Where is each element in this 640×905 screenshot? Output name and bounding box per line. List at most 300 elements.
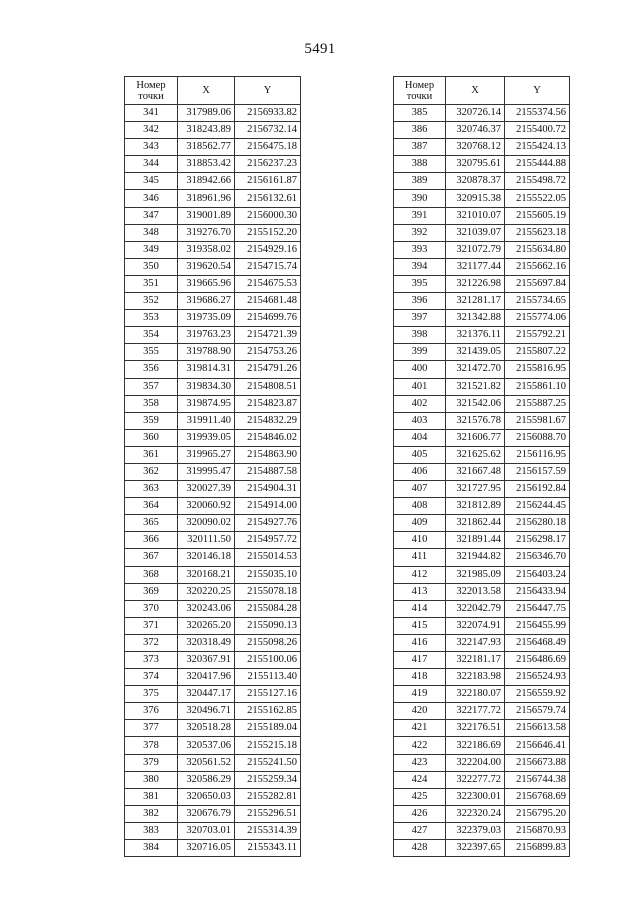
point-number-cell: 376 xyxy=(125,703,178,720)
table-row xyxy=(125,429,301,446)
x-coordinate-cell: 322204.00 xyxy=(446,754,505,771)
x-coordinate-cell: 320265.20 xyxy=(178,617,235,634)
point-number-cell: 350 xyxy=(125,258,178,275)
table-row xyxy=(394,549,570,566)
table-row xyxy=(125,481,301,498)
x-coordinate-cell: 321542.06 xyxy=(446,395,505,412)
table-row xyxy=(394,754,570,771)
x-coordinate-cell: 322074.91 xyxy=(446,617,505,634)
table-row xyxy=(394,720,570,737)
point-number-cell: 356 xyxy=(125,361,178,378)
table-row xyxy=(125,156,301,173)
point-number-cell: 360 xyxy=(125,429,178,446)
point-number-cell: 407 xyxy=(394,481,446,498)
table-row xyxy=(125,463,301,480)
x-coordinate-cell: 322147.93 xyxy=(446,634,505,651)
x-coordinate-cell: 321010.07 xyxy=(446,207,505,224)
y-coordinate-cell: 2155792.21 xyxy=(505,327,570,344)
point-number-cell: 373 xyxy=(125,652,178,669)
table-row xyxy=(394,412,570,429)
table-row xyxy=(394,105,570,122)
table-row xyxy=(125,532,301,549)
point-number-cell: 400 xyxy=(394,361,446,378)
x-coordinate-cell: 322320.24 xyxy=(446,805,505,822)
y-coordinate-cell: 2155343.11 xyxy=(235,840,301,857)
table-row xyxy=(394,583,570,600)
x-coordinate-cell: 319358.02 xyxy=(178,241,235,258)
table-row xyxy=(125,549,301,566)
table-row xyxy=(394,258,570,275)
x-coordinate-cell: 322277.72 xyxy=(446,771,505,788)
y-coordinate-cell: 2154791.26 xyxy=(235,361,301,378)
y-coordinate-cell: 2155522.05 xyxy=(505,190,570,207)
y-coordinate-cell: 2156403.24 xyxy=(505,566,570,583)
x-coordinate-cell: 322176.51 xyxy=(446,720,505,737)
y-coordinate-cell: 2156132.61 xyxy=(235,190,301,207)
y-coordinate-cell: 2156161.87 xyxy=(235,173,301,190)
point-number-cell: 387 xyxy=(394,139,446,156)
x-coordinate-cell: 322181.17 xyxy=(446,652,505,669)
y-header: Y xyxy=(235,77,301,105)
x-coordinate-cell: 321376.11 xyxy=(446,327,505,344)
table-row xyxy=(125,446,301,463)
x-coordinate-cell: 319788.90 xyxy=(178,344,235,361)
table-row xyxy=(125,258,301,275)
table-row xyxy=(394,481,570,498)
table-row xyxy=(125,241,301,258)
x-coordinate-cell: 319939.05 xyxy=(178,429,235,446)
point-number-cell: 396 xyxy=(394,293,446,310)
table-row xyxy=(125,669,301,686)
x-coordinate-cell: 320168.21 xyxy=(178,566,235,583)
table-header-row xyxy=(394,77,570,105)
x-coordinate-cell: 322397.65 xyxy=(446,840,505,857)
table-row xyxy=(394,686,570,703)
x-coordinate-cell: 318562.77 xyxy=(178,139,235,156)
table-row xyxy=(394,600,570,617)
y-coordinate-cell: 2156579.74 xyxy=(505,703,570,720)
x-coordinate-cell: 322186.69 xyxy=(446,737,505,754)
point-number-cell: 389 xyxy=(394,173,446,190)
y-coordinate-cell: 2155662.16 xyxy=(505,258,570,275)
table-row xyxy=(125,720,301,737)
y-coordinate-cell: 2155774.06 xyxy=(505,310,570,327)
point-number-cell: 425 xyxy=(394,788,446,805)
table-row xyxy=(125,105,301,122)
y-coordinate-cell: 2154832.29 xyxy=(235,412,301,429)
point-number-cell: 412 xyxy=(394,566,446,583)
x-coordinate-cell: 319276.70 xyxy=(178,224,235,241)
y-coordinate-cell: 2154715.74 xyxy=(235,258,301,275)
y-coordinate-cell: 2155734.65 xyxy=(505,293,570,310)
x-coordinate-cell: 320496.71 xyxy=(178,703,235,720)
y-coordinate-cell: 2154887.58 xyxy=(235,463,301,480)
point-number-cell: 428 xyxy=(394,840,446,857)
table-row xyxy=(394,275,570,292)
y-coordinate-cell: 2156346.70 xyxy=(505,549,570,566)
table-row xyxy=(125,600,301,617)
table-row xyxy=(125,395,301,412)
x-coordinate-cell: 320243.06 xyxy=(178,600,235,617)
point-number-cell: 416 xyxy=(394,634,446,651)
point-number-cell: 369 xyxy=(125,583,178,600)
x-coordinate-cell: 321576.78 xyxy=(446,412,505,429)
y-coordinate-cell: 2156433.94 xyxy=(505,583,570,600)
point-number-cell: 365 xyxy=(125,515,178,532)
y-coordinate-cell: 2155296.51 xyxy=(235,805,301,822)
point-number-cell: 404 xyxy=(394,429,446,446)
table-row xyxy=(125,686,301,703)
y-coordinate-cell: 2156870.93 xyxy=(505,822,570,839)
table-row xyxy=(394,139,570,156)
point-number-cell: 409 xyxy=(394,515,446,532)
point-number-cell: 361 xyxy=(125,446,178,463)
point-number-cell: 362 xyxy=(125,463,178,480)
point-number-cell: 388 xyxy=(394,156,446,173)
table-row xyxy=(394,805,570,822)
table-row xyxy=(394,822,570,839)
point-number-cell: 393 xyxy=(394,241,446,258)
table-body-right xyxy=(394,105,570,857)
y-coordinate-cell: 2155189.04 xyxy=(235,720,301,737)
x-coordinate-cell: 320447.17 xyxy=(178,686,235,703)
table-row xyxy=(394,156,570,173)
x-coordinate-cell: 319686.27 xyxy=(178,293,235,310)
x-coordinate-cell: 321439.05 xyxy=(446,344,505,361)
x-coordinate-cell: 322300.01 xyxy=(446,788,505,805)
x-coordinate-cell: 320561.52 xyxy=(178,754,235,771)
y-coordinate-cell: 2156933.82 xyxy=(235,105,301,122)
table-row xyxy=(394,652,570,669)
y-coordinate-cell: 2155127.16 xyxy=(235,686,301,703)
point-number-cell: 344 xyxy=(125,156,178,173)
x-coordinate-cell: 319001.89 xyxy=(178,207,235,224)
point-number-cell: 422 xyxy=(394,737,446,754)
point-number-cell: 380 xyxy=(125,771,178,788)
point-number-cell: 394 xyxy=(394,258,446,275)
x-coordinate-cell: 321521.82 xyxy=(446,378,505,395)
y-coordinate-cell: 2155100.06 xyxy=(235,652,301,669)
point-number-cell: 403 xyxy=(394,412,446,429)
point-number-cell: 417 xyxy=(394,652,446,669)
y-coordinate-cell: 2155241.50 xyxy=(235,754,301,771)
table-row xyxy=(394,703,570,720)
table-row xyxy=(125,361,301,378)
x-coordinate-cell: 319665.96 xyxy=(178,275,235,292)
table-row xyxy=(125,327,301,344)
y-coordinate-cell: 2155816.95 xyxy=(505,361,570,378)
x-coordinate-cell: 322042.79 xyxy=(446,600,505,617)
point-number-cell: 411 xyxy=(394,549,446,566)
y-coordinate-cell: 2154846.02 xyxy=(235,429,301,446)
x-coordinate-cell: 320915.38 xyxy=(446,190,505,207)
x-coordinate-cell: 320146.18 xyxy=(178,549,235,566)
point-number-cell: 353 xyxy=(125,310,178,327)
table-row xyxy=(125,771,301,788)
point-number-cell: 399 xyxy=(394,344,446,361)
point-header-line1: Номер xyxy=(136,79,166,91)
x-coordinate-cell: 321342.88 xyxy=(446,310,505,327)
point-number-cell: 384 xyxy=(125,840,178,857)
y-coordinate-cell: 2156559.92 xyxy=(505,686,570,703)
point-number-cell: 377 xyxy=(125,720,178,737)
table-row xyxy=(125,190,301,207)
table-row xyxy=(125,583,301,600)
x-coordinate-cell: 320220.25 xyxy=(178,583,235,600)
y-coordinate-cell: 2154753.26 xyxy=(235,344,301,361)
point-number-cell: 402 xyxy=(394,395,446,412)
point-number-cell: 408 xyxy=(394,498,446,515)
x-coordinate-cell: 318243.89 xyxy=(178,122,235,139)
y-coordinate-cell: 2155014.53 xyxy=(235,549,301,566)
point-number-cell: 385 xyxy=(394,105,446,122)
y-coordinate-cell: 2155090.13 xyxy=(235,617,301,634)
table-row xyxy=(394,515,570,532)
y-coordinate-cell: 2155400.72 xyxy=(505,122,570,139)
point-number-cell: 342 xyxy=(125,122,178,139)
x-coordinate-cell: 321226.98 xyxy=(446,275,505,292)
x-coordinate-cell: 321985.09 xyxy=(446,566,505,583)
x-coordinate-cell: 320726.14 xyxy=(446,105,505,122)
table-row xyxy=(394,241,570,258)
table-row xyxy=(125,139,301,156)
table-row xyxy=(125,754,301,771)
table-row xyxy=(394,310,570,327)
x-coordinate-cell: 320768.12 xyxy=(446,139,505,156)
y-coordinate-cell: 2155282.81 xyxy=(235,788,301,805)
x-coordinate-cell: 320027.39 xyxy=(178,481,235,498)
y-coordinate-cell: 2155981.67 xyxy=(505,412,570,429)
point-number-cell: 371 xyxy=(125,617,178,634)
point-number-cell: 351 xyxy=(125,275,178,292)
x-coordinate-cell: 321944.82 xyxy=(446,549,505,566)
point-number-cell: 343 xyxy=(125,139,178,156)
x-header: X xyxy=(178,77,235,105)
point-number-cell: 347 xyxy=(125,207,178,224)
x-coordinate-cell: 319995.47 xyxy=(178,463,235,480)
point-number-cell: 352 xyxy=(125,293,178,310)
point-number-cell: 420 xyxy=(394,703,446,720)
point-header-line2: точки xyxy=(138,90,164,102)
y-coordinate-cell: 2155162.85 xyxy=(235,703,301,720)
point-number-cell: 349 xyxy=(125,241,178,258)
table-row xyxy=(125,498,301,515)
x-coordinate-cell: 321606.77 xyxy=(446,429,505,446)
table-row xyxy=(394,463,570,480)
table-row xyxy=(394,122,570,139)
x-coordinate-cell: 320518.28 xyxy=(178,720,235,737)
x-coordinate-cell: 321072.79 xyxy=(446,241,505,258)
y-coordinate-cell: 2154929.16 xyxy=(235,241,301,258)
point-number-cell: 375 xyxy=(125,686,178,703)
y-coordinate-cell: 2155314.39 xyxy=(235,822,301,839)
table-row xyxy=(394,737,570,754)
table-row xyxy=(125,566,301,583)
y-coordinate-cell: 2156486.69 xyxy=(505,652,570,669)
table-row xyxy=(394,207,570,224)
y-coordinate-cell: 2155498.72 xyxy=(505,173,570,190)
y-coordinate-cell: 2155444.88 xyxy=(505,156,570,173)
y-coordinate-cell: 2155887.25 xyxy=(505,395,570,412)
x-coordinate-cell: 321177.44 xyxy=(446,258,505,275)
y-coordinate-cell: 2155113.40 xyxy=(235,669,301,686)
x-coordinate-cell: 322379.03 xyxy=(446,822,505,839)
table-row xyxy=(125,652,301,669)
y-coordinate-cell: 2155634.80 xyxy=(505,241,570,258)
y-coordinate-cell: 2155215.18 xyxy=(235,737,301,754)
y-coordinate-cell: 2154699.76 xyxy=(235,310,301,327)
x-coordinate-cell: 321281.17 xyxy=(446,293,505,310)
point-number-cell: 346 xyxy=(125,190,178,207)
y-coordinate-cell: 2156280.18 xyxy=(505,515,570,532)
y-coordinate-cell: 2156244.45 xyxy=(505,498,570,515)
y-coordinate-cell: 2155098.26 xyxy=(235,634,301,651)
point-number-cell: 426 xyxy=(394,805,446,822)
table-row xyxy=(394,361,570,378)
y-coordinate-cell: 2156732.14 xyxy=(235,122,301,139)
point-number-cell: 410 xyxy=(394,532,446,549)
y-coordinate-cell: 2155078.18 xyxy=(235,583,301,600)
table-row xyxy=(125,840,301,857)
table-row xyxy=(125,173,301,190)
table-row xyxy=(125,617,301,634)
table-row xyxy=(125,737,301,754)
table-row xyxy=(394,771,570,788)
y-coordinate-cell: 2156298.17 xyxy=(505,532,570,549)
y-coordinate-cell: 2156455.99 xyxy=(505,617,570,634)
x-coordinate-cell: 320060.92 xyxy=(178,498,235,515)
y-coordinate-cell: 2154823.87 xyxy=(235,395,301,412)
point-number-cell: 390 xyxy=(394,190,446,207)
y-coordinate-cell: 2155697.84 xyxy=(505,275,570,292)
y-coordinate-cell: 2154721.39 xyxy=(235,327,301,344)
x-coordinate-cell: 320795.61 xyxy=(446,156,505,173)
x-coordinate-cell: 322180.07 xyxy=(446,686,505,703)
table-row xyxy=(394,173,570,190)
y-coordinate-cell: 2156088.70 xyxy=(505,429,570,446)
table-row xyxy=(394,429,570,446)
x-coordinate-cell: 320650.03 xyxy=(178,788,235,805)
point-number-cell: 378 xyxy=(125,737,178,754)
table-row xyxy=(394,617,570,634)
table-row xyxy=(394,293,570,310)
y-coordinate-cell: 2156899.83 xyxy=(505,840,570,857)
x-coordinate-cell: 319735.09 xyxy=(178,310,235,327)
point-number-cell: 372 xyxy=(125,634,178,651)
x-coordinate-cell: 320090.02 xyxy=(178,515,235,532)
point-number-cell: 398 xyxy=(394,327,446,344)
y-coordinate-cell: 2155259.34 xyxy=(235,771,301,788)
coordinates-table-left xyxy=(124,76,301,857)
y-coordinate-cell: 2155374.56 xyxy=(505,105,570,122)
point-number-header xyxy=(394,77,446,105)
point-number-cell: 379 xyxy=(125,754,178,771)
x-coordinate-cell: 318853.42 xyxy=(178,156,235,173)
point-number-cell: 370 xyxy=(125,600,178,617)
point-number-cell: 374 xyxy=(125,669,178,686)
y-coordinate-cell: 2155084.28 xyxy=(235,600,301,617)
y-coordinate-cell: 2156646.41 xyxy=(505,737,570,754)
y-coordinate-cell: 2156157.59 xyxy=(505,463,570,480)
x-coordinate-cell: 318942.66 xyxy=(178,173,235,190)
table-row xyxy=(394,190,570,207)
y-coordinate-cell: 2156795.20 xyxy=(505,805,570,822)
x-coordinate-cell: 321727.95 xyxy=(446,481,505,498)
table-row xyxy=(394,378,570,395)
point-number-cell: 415 xyxy=(394,617,446,634)
y-coordinate-cell: 2156192.84 xyxy=(505,481,570,498)
x-coordinate-cell: 319911.40 xyxy=(178,412,235,429)
table-row xyxy=(125,344,301,361)
point-number-cell: 391 xyxy=(394,207,446,224)
y-coordinate-cell: 2155861.10 xyxy=(505,378,570,395)
y-coordinate-cell: 2154957.72 xyxy=(235,532,301,549)
x-coordinate-cell: 321667.48 xyxy=(446,463,505,480)
table-row xyxy=(394,327,570,344)
y-coordinate-cell: 2156673.88 xyxy=(505,754,570,771)
point-number-cell: 386 xyxy=(394,122,446,139)
point-number-cell: 414 xyxy=(394,600,446,617)
x-coordinate-cell: 321472.70 xyxy=(446,361,505,378)
point-number-cell: 397 xyxy=(394,310,446,327)
x-coordinate-cell: 322177.72 xyxy=(446,703,505,720)
x-coordinate-cell: 321891.44 xyxy=(446,532,505,549)
point-number-cell: 366 xyxy=(125,532,178,549)
x-coordinate-cell: 319965.27 xyxy=(178,446,235,463)
table-row xyxy=(394,788,570,805)
y-coordinate-cell: 2155152.20 xyxy=(235,224,301,241)
table-row xyxy=(394,634,570,651)
table-row xyxy=(125,788,301,805)
table-row xyxy=(394,566,570,583)
x-coordinate-cell: 320878.37 xyxy=(446,173,505,190)
point-number-cell: 359 xyxy=(125,412,178,429)
y-coordinate-cell: 2156116.95 xyxy=(505,446,570,463)
point-number-cell: 421 xyxy=(394,720,446,737)
x-coordinate-cell: 320537.06 xyxy=(178,737,235,754)
coordinates-table-right xyxy=(393,76,570,857)
y-coordinate-cell: 2156000.30 xyxy=(235,207,301,224)
point-number-header xyxy=(125,77,178,105)
point-number-cell: 364 xyxy=(125,498,178,515)
y-coordinate-cell: 2154808.51 xyxy=(235,378,301,395)
y-coordinate-cell: 2154863.90 xyxy=(235,446,301,463)
table-row xyxy=(394,532,570,549)
table-row xyxy=(394,669,570,686)
x-coordinate-cell: 320367.91 xyxy=(178,652,235,669)
x-header: X xyxy=(446,77,505,105)
y-coordinate-cell: 2154927.76 xyxy=(235,515,301,532)
point-number-cell: 367 xyxy=(125,549,178,566)
y-coordinate-cell: 2156524.93 xyxy=(505,669,570,686)
x-coordinate-cell: 320746.37 xyxy=(446,122,505,139)
table-row xyxy=(125,805,301,822)
y-coordinate-cell: 2154914.00 xyxy=(235,498,301,515)
y-coordinate-cell: 2156613.58 xyxy=(505,720,570,737)
point-number-cell: 419 xyxy=(394,686,446,703)
y-coordinate-cell: 2154681.48 xyxy=(235,293,301,310)
point-number-cell: 395 xyxy=(394,275,446,292)
table-row xyxy=(394,344,570,361)
point-header-line1: Номер xyxy=(404,79,435,91)
point-number-cell: 382 xyxy=(125,805,178,822)
table-row xyxy=(125,275,301,292)
x-coordinate-cell: 319763.23 xyxy=(178,327,235,344)
point-number-cell: 401 xyxy=(394,378,446,395)
y-coordinate-cell: 2154675.53 xyxy=(235,275,301,292)
x-coordinate-cell: 320703.01 xyxy=(178,822,235,839)
x-coordinate-cell: 321862.44 xyxy=(446,515,505,532)
